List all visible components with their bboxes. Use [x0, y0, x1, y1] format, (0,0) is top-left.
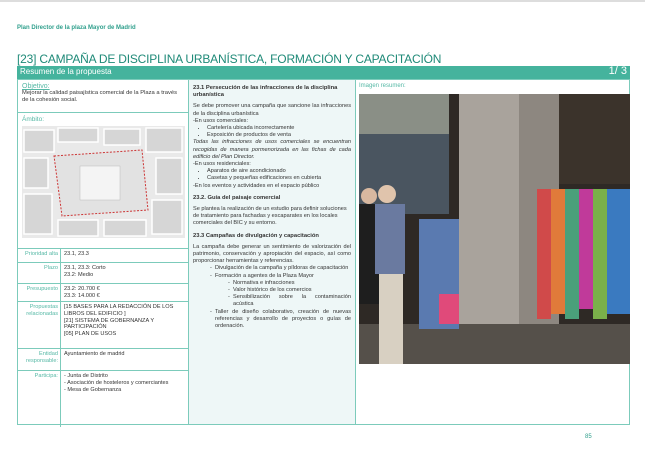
paragraph: Se debe promover una campaña que sancione las infracciones de la disciplina urbanística — [193, 103, 351, 117]
list-item: • Exposición de productos de venta — [207, 132, 351, 139]
list-item: - Taller de diseño colaborativo, creación de nuevas referencias y desarrollo de proyectos o guías de ordenación. — [215, 309, 351, 331]
info-row-value: Ayuntamiento de madrid — [64, 351, 125, 357]
image-column — [356, 80, 631, 424]
subsection-heading: 23.3 Campañas de divulgación y capacitación — [193, 232, 319, 239]
objective-section — [18, 80, 188, 113]
paragraph: Todas las infracciones de usos comerciales se encuentran recogidas de manera pormenorizada en las fichas de cada edificio del Plan Director. — [193, 139, 351, 160]
subsection-heading: 23.2. Guía del paisaje comercial — [193, 194, 281, 201]
info-row — [18, 371, 188, 427]
info-row-value: 23.1, 23.3: Corto 23.2: Medio — [64, 265, 106, 278]
objective-label: Objetivo: — [22, 83, 50, 90]
info-row-value: 23.2: 20.700 € 23.3: 14.000 € — [64, 286, 100, 299]
info-row — [18, 284, 188, 302]
list-item: - Valor histórico de los comercios — [233, 287, 351, 294]
info-row-label: Propuestas relacionadas — [18, 302, 61, 348]
top-divider — [0, 0, 645, 2]
scope-label: Ámbito: — [22, 116, 45, 123]
scope-map — [22, 126, 185, 238]
info-column — [18, 80, 189, 424]
paragraph: La campaña debe generar un sentimiento de valorización del patrimonio, conservación y apropiación del espacio, así como proporcionar herramientas y referencias. — [193, 243, 351, 265]
document-header: Plan Director de la plaza Mayor de Madrid — [17, 25, 136, 31]
info-row-label: Participa: — [18, 371, 61, 427]
page-title: [23] CAMPAÑA DE DISCIPLINA URBANÍSTICA, FORMACIÓN Y CAPACITACIÓN — [17, 52, 442, 66]
list-item: - Divulgación de la campaña y píldoras de capacitación — [215, 265, 351, 272]
info-row-value: 23.1, 23.3 — [64, 251, 89, 257]
description-column — [189, 80, 356, 424]
info-row-value: - Junta de Distrito - Asociación de hosteleros y comerciantes - Mesa de Gobernanza — [64, 373, 169, 393]
summary-table — [17, 79, 630, 425]
page-indicator: 1/ 3 — [608, 65, 627, 77]
info-row-label: Plazo — [18, 263, 61, 283]
list-item: - Sensibilización sobre la contaminación acústica — [233, 294, 351, 308]
info-row-label: Prioridad alta — [18, 249, 61, 262]
list-item: • Aparatos de aire acondicionado — [207, 168, 351, 175]
info-row — [18, 263, 188, 284]
paragraph: -En usos residenciales: — [193, 161, 251, 168]
list-item: • Cartelería ubicada incorrectamente — [207, 125, 351, 132]
paragraph: Se plantea la realización de un estudio para definir soluciones de tratamiento para fachadas y escaparates en los locales comerciales del BIC y su entorno. — [193, 206, 347, 227]
info-row-label: Presupuesto — [18, 284, 61, 301]
section-label: Resumen de la propuesta — [20, 67, 112, 76]
info-row-label: Entidad responsable: — [18, 349, 61, 370]
info-row — [18, 302, 188, 349]
info-row-value: [15 BASES PARA LA REDACCIÓN DE LOS LIBROS DEL EDIFICIO ] [21] SISTEMA DE GOBERNANZA Y PARTICIPACIÓN [05] PLAN DE USOS — [64, 304, 174, 338]
info-row — [18, 349, 188, 371]
image-label: Imagen resumen: — [359, 83, 406, 89]
list-item: - Formación a agentes de la Plaza Mayor — [215, 273, 351, 280]
section-bar — [17, 66, 630, 79]
summary-photo — [359, 94, 630, 364]
list-item: - Normativa e infracciones — [233, 280, 351, 287]
subsection-heading: 23.1 Persecución de las infracciones de la disciplina urbanística — [193, 85, 338, 99]
objective-text: Mejorar la calidad paisajística comercial de la Plaza a través de la cohesión social. — [22, 90, 177, 103]
paragraph: -En usos comerciales: — [193, 117, 249, 124]
paragraph: -En los eventos y actividades en el espacio público — [193, 182, 320, 189]
list-item: • Casetas y pequeñas edificaciones en cubierta — [207, 175, 351, 182]
page-number: 85 — [585, 434, 592, 440]
scope-section — [18, 113, 188, 249]
info-row — [18, 249, 188, 263]
